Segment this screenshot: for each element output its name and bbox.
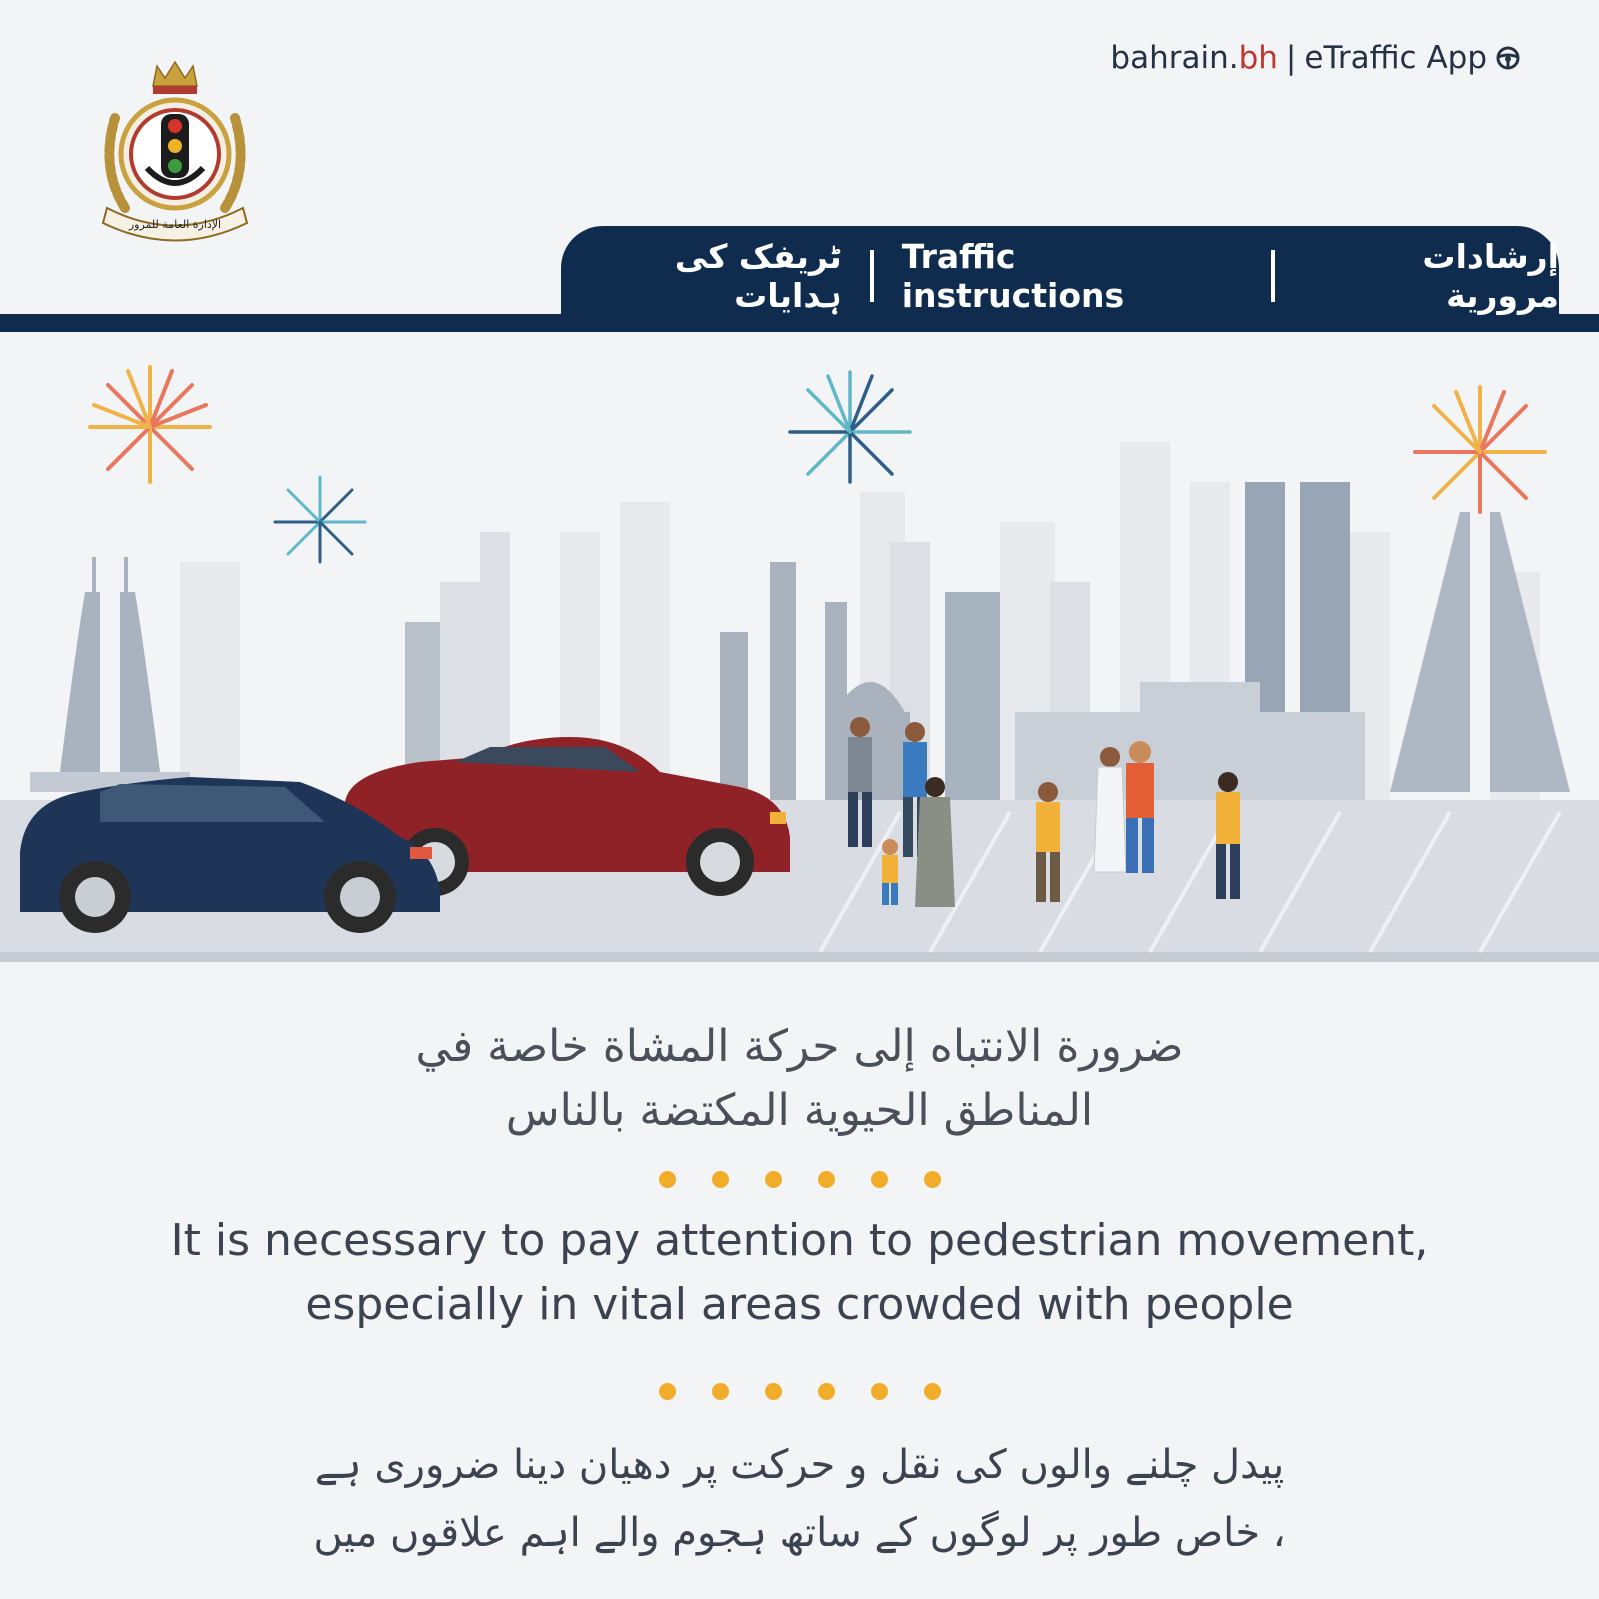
title-tab [561, 226, 1559, 326]
trade-centre [1390, 512, 1570, 792]
title-divider [870, 250, 874, 302]
title-divider [1271, 250, 1275, 302]
dot-divider [0, 1381, 1599, 1401]
header-brand [1110, 40, 1521, 76]
message-english-line: It is necessary to pay attention to pedestrian movement, [170, 1215, 1429, 1266]
message-block [0, 1015, 1599, 1567]
tower [945, 592, 1000, 802]
firework-4 [1415, 387, 1545, 512]
message-arabic-line: المناطق الحيوية المكتضة بالناس [505, 1085, 1094, 1136]
message-urdu [0, 1431, 1599, 1567]
firework-3 [790, 372, 910, 482]
logo-caption: الإدارة العامة للمرور [128, 218, 222, 231]
title-english: Traffic instructions [901, 237, 1125, 315]
title-urdu: ٹریفک کی ہدایات [674, 237, 842, 315]
firework-1 [90, 367, 210, 482]
traffic-directorate-logo [95, 58, 255, 243]
title-arabic: إرشادات مرورية [1422, 237, 1559, 315]
message-arabic-line: ضرورة الانتباه إلى حركة المشاة خاصة في [415, 1021, 1184, 1072]
message-arabic [0, 1015, 1599, 1143]
steering-wheel-icon [1495, 45, 1521, 71]
message-english-line: especially in vital areas crowded with people [305, 1279, 1294, 1330]
message-urdu-line: پیدل چلنے والوں کی نقل و حرکت پر دھیان دینا ضروری ہے [314, 1442, 1285, 1488]
dot-divider [0, 1169, 1599, 1189]
header-separator: | [1285, 40, 1297, 76]
firework-2 [275, 477, 365, 562]
site-domain[interactable]: bahrain.bh [1110, 40, 1278, 76]
street-illustration [0, 332, 1599, 982]
message-urdu-line: ، خاص طور پر لوگوں کے ساتھ ہجوم والے اہم علاقوں میں [313, 1510, 1286, 1556]
app-name: eTraffic App [1304, 40, 1487, 76]
message-english [0, 1209, 1599, 1337]
twin-towers [30, 557, 190, 792]
